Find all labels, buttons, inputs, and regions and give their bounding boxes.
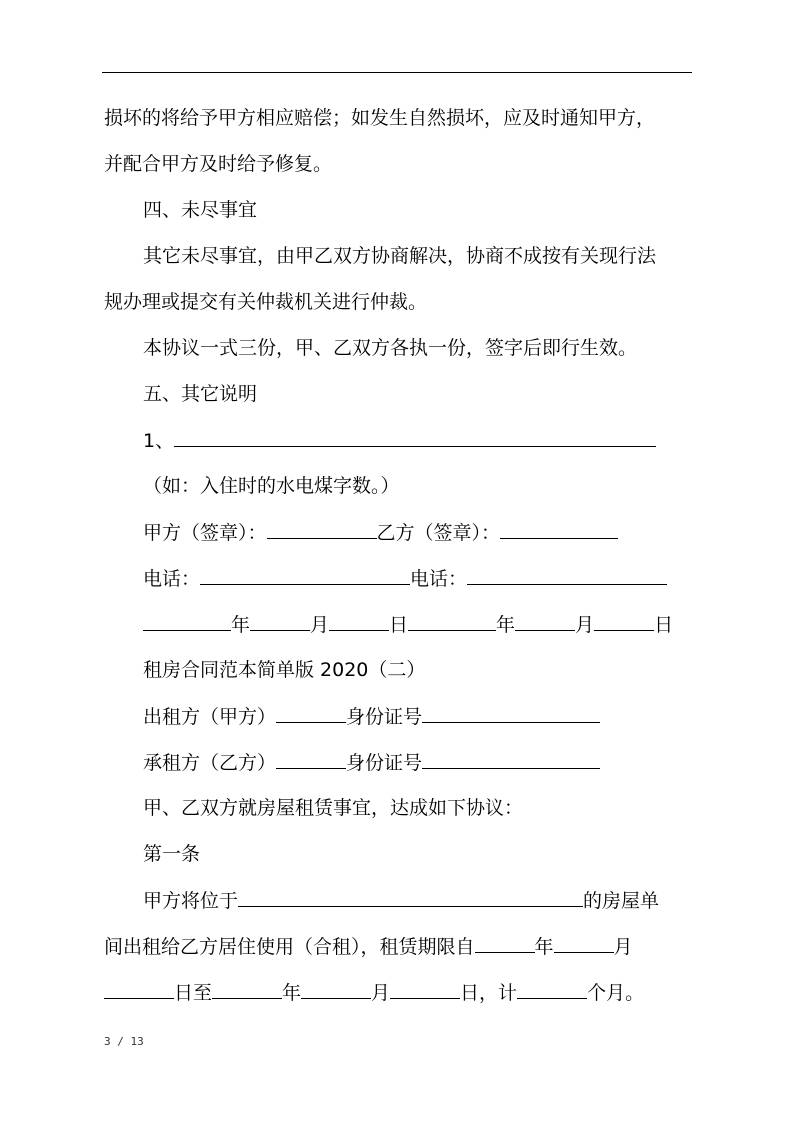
text-span: 间出租给乙方居住使用（合租），租赁期限自 [104,936,475,958]
blank-field [408,612,496,631]
section-heading: 五、其它说明 [143,383,258,405]
date-line [143,612,673,637]
paragraph-line: 甲、乙双方就房屋租赁事宜，达成如下协议： [143,797,524,819]
month-label: 月 [310,614,330,636]
year-label: 年 [282,982,302,1004]
blank-field [500,520,618,539]
blank-field [475,934,535,953]
note-example: （如：入住时的水电煤字数。） [143,475,400,497]
note-number: 1、 [143,430,175,452]
page-number: 3 / 13 [104,1035,144,1048]
month-label: 月 [371,982,391,1004]
month-label: 月 [575,614,595,636]
text-span: 甲方将位于 [143,890,239,912]
text-span: 日，计 [460,982,518,1004]
article-heading: 第一条 [143,843,201,865]
year-label: 年 [231,614,251,636]
blank-field [422,704,600,723]
paragraph-line [104,934,633,959]
blank-field [143,612,231,631]
paragraph-line [104,980,644,1005]
text-span: 的房屋单 [583,890,660,912]
blank-field [467,566,667,585]
party-a-signature-label: 甲方（签章）： [143,522,267,544]
phone-line [143,566,667,591]
blank-field [276,704,346,723]
year-label: 年 [496,614,516,636]
text-span: 日至 [174,982,213,1004]
blank-field [517,980,587,999]
paragraph-line [143,888,659,913]
day-label: 日 [654,614,674,636]
tenant-label: 承租方（乙方） [143,752,277,774]
blank-field [422,750,600,769]
blank-field [554,934,614,953]
party-a-phone-label: 电话： [143,568,201,590]
section-heading: 四、未尽事宜 [143,199,258,221]
blank-field [329,612,389,631]
blank-field [276,750,346,769]
party-b-signature-label: 乙方（签章）： [376,522,501,544]
paragraph-line: 本协议一式三份，甲、乙双方各执一份，签字后即行生效。 [143,337,638,359]
year-label: 年 [534,936,554,958]
landlord-label: 出租方（甲方） [143,706,277,728]
id-number-label: 身份证号 [346,752,423,774]
blank-field [200,566,410,585]
blank-field [594,612,654,631]
paragraph-line: 规办理或提交有关仲裁机关进行仲裁。 [104,291,428,313]
paragraph-line: 其它未尽事宜，由甲乙双方协商解决，协商不成按有关现行法 [143,245,657,267]
party-b-phone-label: 电话： [410,568,468,590]
id-number-label: 身份证号 [346,706,423,728]
blank-field [250,612,310,631]
note-line [143,428,656,453]
text-span: 个月。 [587,982,645,1004]
month-label: 月 [613,936,633,958]
document-subtitle: 租房合同范本简单版 2020（二） [143,659,426,681]
blank-field [104,980,174,999]
blank-field [174,428,656,447]
blank-field [515,612,575,631]
paragraph-line: 并配合甲方及时给予修复。 [104,153,333,175]
blank-field [390,980,460,999]
tenant-line [143,750,600,775]
header-rule [102,72,692,73]
blank-field [212,980,282,999]
blank-field [301,980,371,999]
blank-field [238,888,583,907]
day-label: 日 [389,614,409,636]
paragraph-line: 损坏的将给予甲方相应赔偿；如发生自然损坏，应及时通知甲方， [104,107,656,129]
landlord-line [143,704,600,729]
signature-line [143,520,618,545]
blank-field [267,520,377,539]
